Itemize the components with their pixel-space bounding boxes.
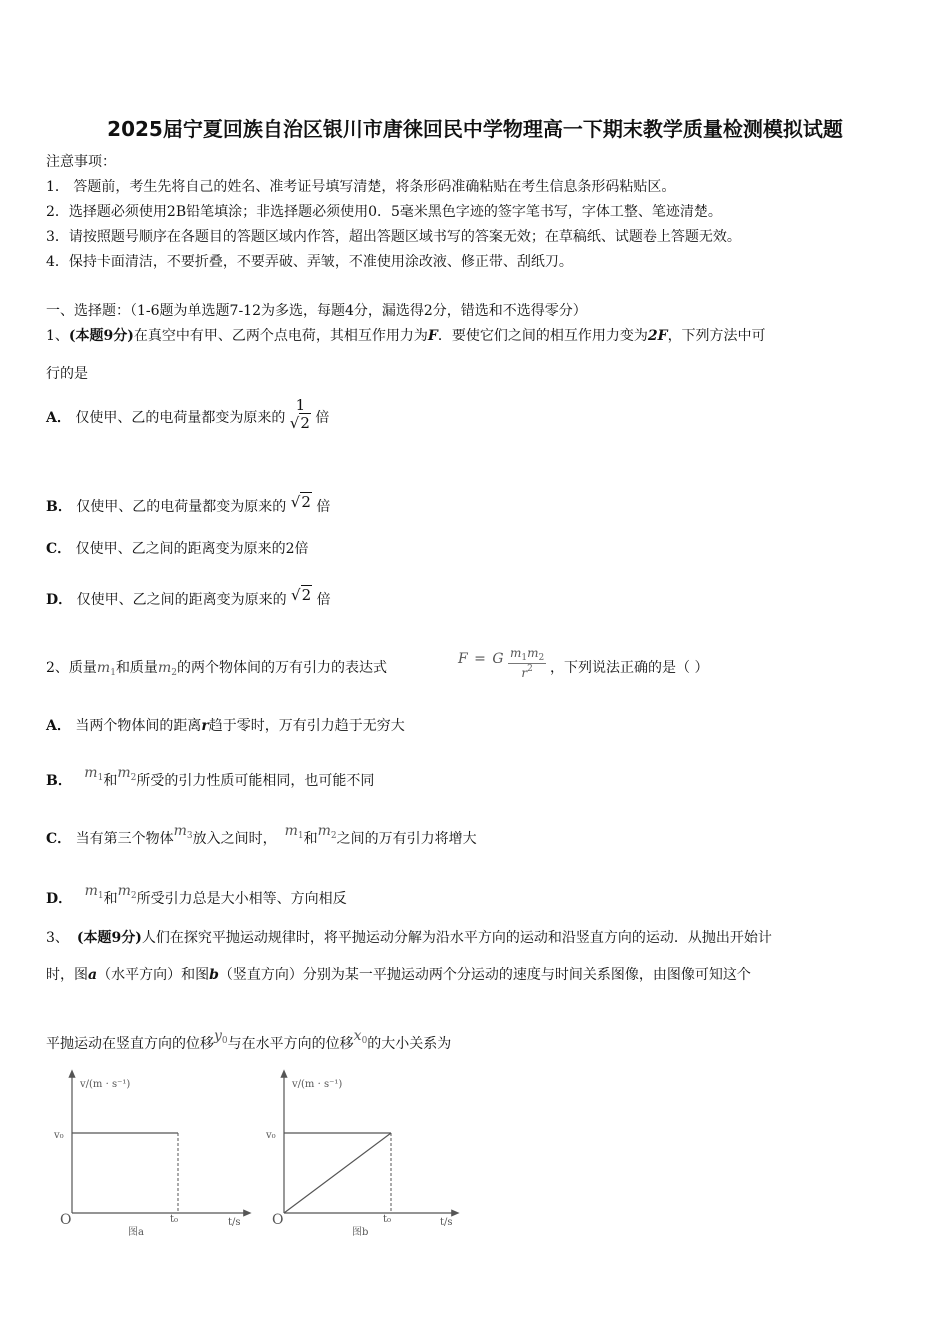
q2-option-d: D． $m_1$和$m_2$所受引力总是大小相等、方向相反 xyxy=(46,883,347,907)
q2-option-c: C． 当有第三个物体$m_3$放入之间时， $m_1$和$m_2$之间的万有引力将增大 xyxy=(46,823,477,847)
velocity-line xyxy=(284,1133,391,1213)
m2-symbol: $m_2$ xyxy=(117,883,137,901)
m2-symbol: $m_2$ xyxy=(157,660,177,678)
option-text: 仅使甲、乙之间的距离变为原来的2倍 xyxy=(75,541,309,557)
notice-item: 4．保持卡面清洁，不要折叠，不要弄破、弄皱，不准使用涂改液、修正带、刮纸刀。 xyxy=(46,254,573,270)
page-title: 2025届宁夏回族自治区银川市唐徕回民中学物理高一下期末教学质量检测模拟试题 xyxy=(107,117,843,141)
option-label: A． xyxy=(46,410,71,426)
graph-caption: 图b xyxy=(352,1227,369,1238)
question-3-line-3: 平抛运动在竖直方向的位移$y_0$与在水平方向的位移$x_0$的大小关系为 xyxy=(46,1028,452,1052)
q1-option-a xyxy=(46,396,329,432)
x-tick-label: t₀ xyxy=(383,1214,392,1225)
m2-symbol: $m_2$ xyxy=(117,765,137,783)
option-text: 仅使甲、乙之间的距离变为原来的 xyxy=(76,592,287,608)
q2-stem-c: ，下列说法正确的是（ ） xyxy=(550,660,709,676)
sqrt: √2 xyxy=(290,493,311,511)
y0-symbol: $y_0$ xyxy=(214,1028,228,1046)
notice-item: 2．选择题必须使用2B铅笔填涂；非选择题必须使用0．5毫米黑色字迹的签字笔书写，字体工整、笔迹清楚。 xyxy=(46,204,722,220)
q1-stem-c: ，下列方法中可 xyxy=(667,328,766,344)
question-2-stem xyxy=(46,659,387,682)
q1-option-d xyxy=(46,586,331,609)
gravitation-formula: F = G $\frac{m_1m_2}{r^2}$ xyxy=(458,646,545,680)
q1-option-c xyxy=(46,540,309,558)
q1-F: F xyxy=(427,328,438,344)
q1-2F: 2F xyxy=(647,328,668,344)
option-label: C． xyxy=(46,541,72,557)
q2-option-a: A． 当两个物体间的距离r趋于零时，万有引力趋于无穷大 xyxy=(46,718,405,734)
y-axis-label: v/(m · s⁻¹) xyxy=(292,1079,343,1090)
q2-and-mass: 和质量 xyxy=(115,660,158,676)
x-axis-label: t/s xyxy=(228,1217,241,1228)
option-label: B． xyxy=(46,499,72,515)
y-tick-label: v₀ xyxy=(54,1130,64,1141)
question-1-stem xyxy=(46,327,766,345)
x-tick-label: t₀ xyxy=(170,1214,179,1225)
question-1-stem-cont: 行的是 xyxy=(46,366,88,382)
fraction-numerator: 1 xyxy=(295,396,306,414)
sqrt-denominator: √2 xyxy=(289,414,310,432)
graph-b xyxy=(250,1065,470,1245)
fraction xyxy=(290,396,311,432)
x-axis-label: t/s xyxy=(440,1217,453,1228)
q2-option-b: B． $m_1$和$m_2$所受的引力性质可能相同，也可能不同 xyxy=(46,765,375,789)
notice-item: 3．请按照题号顺序在各题目的答题区域内作答，超出答题区域书写的答案无效；在草稿纸、试题卷上答题无效。 xyxy=(46,229,741,245)
question-3-line-1: 3、 (本题9分)人们在探究平抛运动规律时，将平抛运动分解为沿水平方向的运动和沿竖直方向的运动．从抛出开始计 xyxy=(46,930,772,946)
q1-points: (本题9分) xyxy=(68,328,134,344)
option-suffix: 倍 xyxy=(316,592,331,608)
m3-symbol: $m_3$ xyxy=(173,823,193,841)
option-text: 仅使甲、乙的电荷量都变为原来的 xyxy=(75,410,286,426)
q1-stem-b: ．要使它们之间的相互作用力变为 xyxy=(437,328,648,344)
m1-symbol: $m_1$ xyxy=(84,883,104,901)
option-text: 仅使甲、乙的电荷量都变为原来的 xyxy=(76,499,287,515)
origin-label: O xyxy=(272,1212,284,1228)
y-axis-label: v/(m · s⁻¹) xyxy=(80,1079,131,1090)
q2-prefix: 2、质量 xyxy=(46,660,97,676)
question-3-line-2: 时，图a（水平方向）和图b（竖直方向）分别为某一平抛运动两个分运动的速度与时间关系图像，由图像可知这个 xyxy=(46,967,751,983)
option-suffix: 倍 xyxy=(315,410,330,426)
notice-item: 1． 答题前，考生先将自己的姓名、准考证号填写清楚，将条形码准确粘贴在考生信息条形码粘贴区。 xyxy=(46,179,676,195)
section-heading: 一、选择题：（1-6题为单选题7-12为多选，每题4分，漏选得2分，错选和不选得零分） xyxy=(46,303,587,319)
q1-stem-a: 在真空中有甲、乙两个点电荷，其相互作用力为 xyxy=(133,328,428,344)
sqrt: √2 xyxy=(291,586,312,604)
graph-caption: 图a xyxy=(128,1227,144,1238)
graph-a xyxy=(40,1065,260,1245)
y-tick-label: v₀ xyxy=(266,1130,276,1141)
m1-symbol: $m_1$ xyxy=(84,765,104,783)
origin-label: O xyxy=(60,1212,72,1228)
q1-option-b xyxy=(46,493,330,516)
m1-symbol: $m_1$ xyxy=(284,823,304,841)
m1-symbol: $m_1$ xyxy=(96,660,116,678)
option-label: D． xyxy=(46,592,73,608)
option-suffix: 倍 xyxy=(316,499,331,515)
m2-symbol: $m_2$ xyxy=(317,823,337,841)
q1-number: 1、 xyxy=(46,328,69,344)
notice-heading: 注意事项： xyxy=(46,154,116,170)
q2-stem-b: 的两个物体间的万有引力的表达式 xyxy=(176,660,387,676)
x0-symbol: $x_0$ xyxy=(353,1028,368,1046)
